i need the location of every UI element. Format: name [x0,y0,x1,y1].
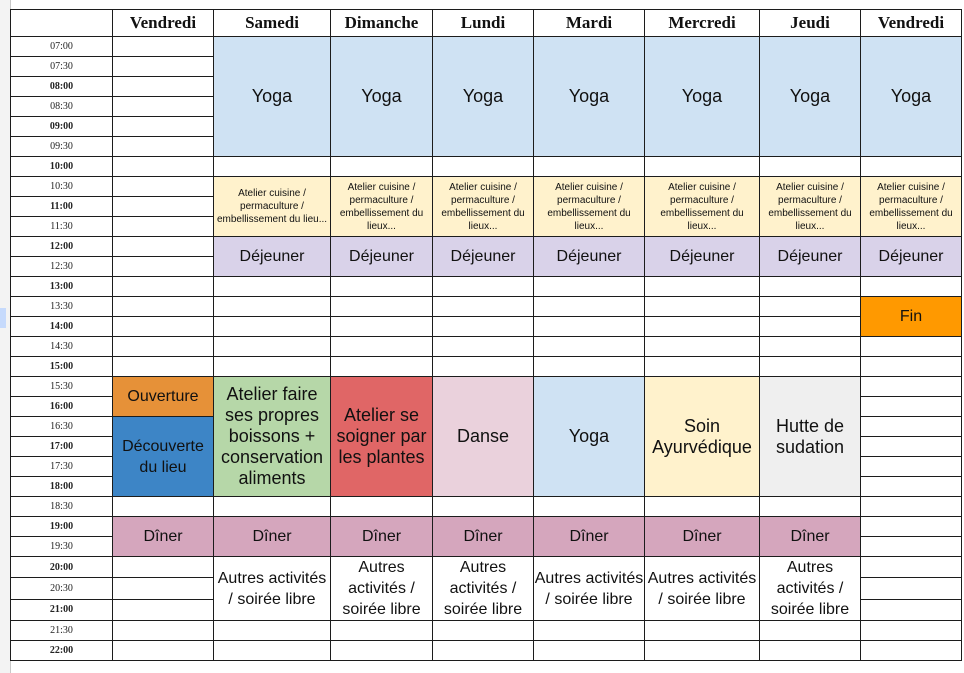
empty-cell[interactable] [861,457,962,477]
time-label[interactable]: 13:00 [11,277,113,297]
empty-cell[interactable] [861,417,962,437]
empty-cell[interactable] [113,497,214,517]
empty-cell[interactable] [113,137,214,157]
soiree-libre-block[interactable]: Autres activités / soirée libre [760,557,861,621]
empty-cell[interactable] [861,517,962,537]
empty-cell[interactable] [645,337,760,357]
empty-cell[interactable] [534,297,645,317]
empty-cell[interactable] [113,317,214,337]
empty-cell[interactable] [331,297,433,317]
atelier-block[interactable]: Atelier cuisine / permaculture / embellissement du lieux... [433,177,534,237]
day-header[interactable]: Jeudi [760,10,861,37]
empty-cell[interactable] [760,337,861,357]
empty-cell[interactable] [433,277,534,297]
empty-cell[interactable] [214,157,331,177]
empty-cell[interactable] [534,621,645,641]
day-header[interactable]: Lundi [433,10,534,37]
empty-cell[interactable] [645,621,760,641]
empty-cell[interactable] [331,497,433,517]
dejeuner-block[interactable]: Déjeuner [645,237,760,277]
empty-cell[interactable] [113,197,214,217]
yoga-block[interactable]: Yoga [433,37,534,157]
empty-cell[interactable] [861,599,962,620]
day-header[interactable]: Vendredi [861,10,962,37]
soin-ayurvedique-block[interactable]: Soin Ayurvédique [645,377,760,497]
atelier-block[interactable]: Atelier cuisine / permaculture / embellissement du lieu... [214,177,331,237]
empty-cell[interactable] [113,117,214,137]
empty-cell[interactable] [861,477,962,497]
empty-cell[interactable] [861,437,962,457]
empty-cell[interactable] [861,641,962,661]
atelier-block[interactable]: Atelier cuisine / permaculture / embellissement du lieux... [760,177,861,237]
dejeuner-block[interactable]: Déjeuner [861,237,962,277]
atelier-boissons-block[interactable]: Atelier faire ses propres boissons + conservation aliments [214,377,331,497]
empty-cell[interactable] [433,357,534,377]
empty-cell[interactable] [760,317,861,337]
empty-cell[interactable] [113,77,214,97]
empty-cell[interactable] [433,641,534,661]
time-label[interactable]: 17:00 [11,437,113,457]
day-header[interactable]: Vendredi [113,10,214,37]
time-label[interactable]: 11:00 [11,197,113,217]
yoga-block[interactable]: Yoga [534,377,645,497]
empty-cell[interactable] [113,37,214,57]
time-label[interactable]: 12:00 [11,237,113,257]
time-label[interactable]: 22:00 [11,641,113,661]
diner-block[interactable]: Dîner [760,517,861,557]
time-label[interactable]: 20:00 [11,557,113,578]
time-label[interactable]: 20:30 [11,578,113,599]
empty-cell[interactable] [433,621,534,641]
diner-block[interactable]: Dîner [534,517,645,557]
empty-cell[interactable] [534,277,645,297]
time-label[interactable]: 07:30 [11,57,113,77]
empty-cell[interactable] [760,297,861,317]
time-label[interactable]: 18:30 [11,497,113,517]
time-label[interactable]: 09:30 [11,137,113,157]
time-label[interactable]: 15:00 [11,357,113,377]
empty-cell[interactable] [534,337,645,357]
yoga-block[interactable]: Yoga [645,37,760,157]
empty-cell[interactable] [331,621,433,641]
empty-cell[interactable] [113,297,214,317]
time-label[interactable]: 08:00 [11,77,113,97]
time-label[interactable]: 09:00 [11,117,113,137]
diner-block[interactable]: Dîner [645,517,760,557]
empty-cell[interactable] [113,257,214,277]
empty-cell[interactable] [113,599,214,620]
empty-cell[interactable] [214,497,331,517]
empty-cell[interactable] [113,641,214,661]
dejeuner-block[interactable]: Déjeuner [534,237,645,277]
empty-cell[interactable] [760,621,861,641]
soiree-libre-block[interactable]: Autres activités / soirée libre [645,557,760,621]
empty-cell[interactable] [433,337,534,357]
empty-cell[interactable] [760,277,861,297]
empty-cell[interactable] [113,237,214,257]
empty-cell[interactable] [433,297,534,317]
day-header[interactable]: Mercredi [645,10,760,37]
empty-cell[interactable] [645,277,760,297]
empty-cell[interactable] [861,621,962,641]
empty-cell[interactable] [113,337,214,357]
time-label[interactable]: 10:30 [11,177,113,197]
empty-cell[interactable] [861,337,962,357]
empty-cell[interactable] [214,297,331,317]
dejeuner-block[interactable]: Déjeuner [433,237,534,277]
empty-cell[interactable] [113,557,214,578]
time-label[interactable]: 16:30 [11,417,113,437]
empty-cell[interactable] [645,641,760,661]
empty-cell[interactable] [861,557,962,578]
empty-cell[interactable] [534,157,645,177]
time-label[interactable]: 08:30 [11,97,113,117]
empty-cell[interactable] [760,497,861,517]
hutte-sudation-block[interactable]: Hutte de sudation [760,377,861,497]
empty-cell[interactable] [433,157,534,177]
header-row [11,10,962,37]
time-label[interactable]: 12:30 [11,257,113,277]
danse-block[interactable]: Danse [433,377,534,497]
empty-cell[interactable] [214,357,331,377]
empty-cell[interactable] [861,497,962,517]
empty-cell[interactable] [645,297,760,317]
day-header[interactable]: Samedi [214,10,331,37]
empty-cell[interactable] [534,641,645,661]
time-label[interactable]: 21:30 [11,621,113,641]
time-label[interactable]: 16:00 [11,397,113,417]
time-label[interactable]: 15:30 [11,377,113,397]
ouverture-block[interactable]: Ouverture [113,377,214,417]
atelier-plantes-block[interactable]: Atelier se soigner par les plantes [331,377,433,497]
yoga-block[interactable]: Yoga [760,37,861,157]
yoga-block[interactable]: Yoga [331,37,433,157]
empty-cell[interactable] [534,357,645,377]
dejeuner-block[interactable]: Déjeuner [214,237,331,277]
empty-cell[interactable] [113,621,214,641]
empty-cell[interactable] [645,157,760,177]
time-label[interactable]: 17:30 [11,457,113,477]
empty-cell[interactable] [331,157,433,177]
day-header[interactable]: Mardi [534,10,645,37]
time-label[interactable]: 14:00 [11,317,113,337]
time-label[interactable]: 14:30 [11,337,113,357]
empty-cell[interactable] [214,621,331,641]
empty-cell[interactable] [760,157,861,177]
empty-cell[interactable] [113,277,214,297]
empty-cell[interactable] [645,497,760,517]
empty-cell[interactable] [331,641,433,661]
empty-cell[interactable] [113,217,214,237]
empty-cell[interactable] [861,397,962,417]
time-label[interactable]: 11:30 [11,217,113,237]
fin-block[interactable]: Fin [861,297,962,337]
atelier-block[interactable]: Atelier cuisine / permaculture / embellissement du lieux... [861,177,962,237]
empty-cell[interactable] [331,337,433,357]
dejeuner-block[interactable]: Déjeuner [331,237,433,277]
empty-cell[interactable] [113,578,214,599]
diner-block[interactable]: Dîner [113,517,214,557]
time-label[interactable]: 19:00 [11,517,113,537]
soiree-libre-block[interactable]: Autres activités / soirée libre [331,557,433,621]
empty-cell[interactable] [331,357,433,377]
soiree-libre-block[interactable]: Autres activités / soirée libre [214,557,331,621]
time-label[interactable]: 21:00 [11,599,113,620]
empty-cell[interactable] [214,337,331,357]
empty-cell[interactable] [861,157,962,177]
diner-block[interactable]: Dîner [433,517,534,557]
empty-cell[interactable] [760,641,861,661]
atelier-block[interactable]: Atelier cuisine / permaculture / embellissement du lieux... [331,177,433,237]
empty-cell[interactable] [331,277,433,297]
empty-cell[interactable] [645,357,760,377]
empty-cell[interactable] [113,157,214,177]
empty-cell[interactable] [113,57,214,77]
empty-cell[interactable] [861,357,962,377]
empty-cell[interactable] [534,317,645,337]
soiree-libre-block[interactable]: Autres activités / soirée libre [433,557,534,621]
atelier-block[interactable]: Atelier cuisine / permaculture / embellissement du lieux... [645,177,760,237]
empty-cell[interactable] [433,497,534,517]
empty-cell[interactable] [534,497,645,517]
time-label[interactable]: 10:00 [11,157,113,177]
day-header[interactable]: Dimanche [331,10,433,37]
schedule-grid [10,9,962,661]
empty-cell[interactable] [760,357,861,377]
soiree-libre-block[interactable]: Autres activités / soirée libre [534,557,645,621]
diner-block[interactable]: Dîner [214,517,331,557]
empty-cell[interactable] [214,641,331,661]
time-label[interactable]: 07:00 [11,37,113,57]
empty-cell[interactable] [861,578,962,599]
empty-cell[interactable] [433,317,534,337]
empty-cell[interactable] [861,277,962,297]
decouverte-block[interactable]: Découverte du lieu [113,417,214,497]
atelier-block[interactable]: Atelier cuisine / permaculture / embellissement du lieux... [534,177,645,237]
time-label[interactable]: 18:00 [11,477,113,497]
empty-cell[interactable] [113,357,214,377]
empty-cell[interactable] [214,317,331,337]
empty-cell[interactable] [331,317,433,337]
empty-cell[interactable] [113,97,214,117]
yoga-block[interactable]: Yoga [214,37,331,157]
corner-cell[interactable] [11,10,113,37]
yoga-block[interactable]: Yoga [534,37,645,157]
empty-cell[interactable] [113,177,214,197]
empty-cell[interactable] [645,317,760,337]
empty-cell[interactable] [214,277,331,297]
empty-cell[interactable] [861,537,962,557]
selected-row-indicator [0,308,6,328]
empty-cell[interactable] [861,377,962,397]
yoga-block[interactable]: Yoga [861,37,962,157]
diner-block[interactable]: Dîner [331,517,433,557]
time-label[interactable]: 19:30 [11,537,113,557]
time-label[interactable]: 13:30 [11,297,113,317]
dejeuner-block[interactable]: Déjeuner [760,237,861,277]
